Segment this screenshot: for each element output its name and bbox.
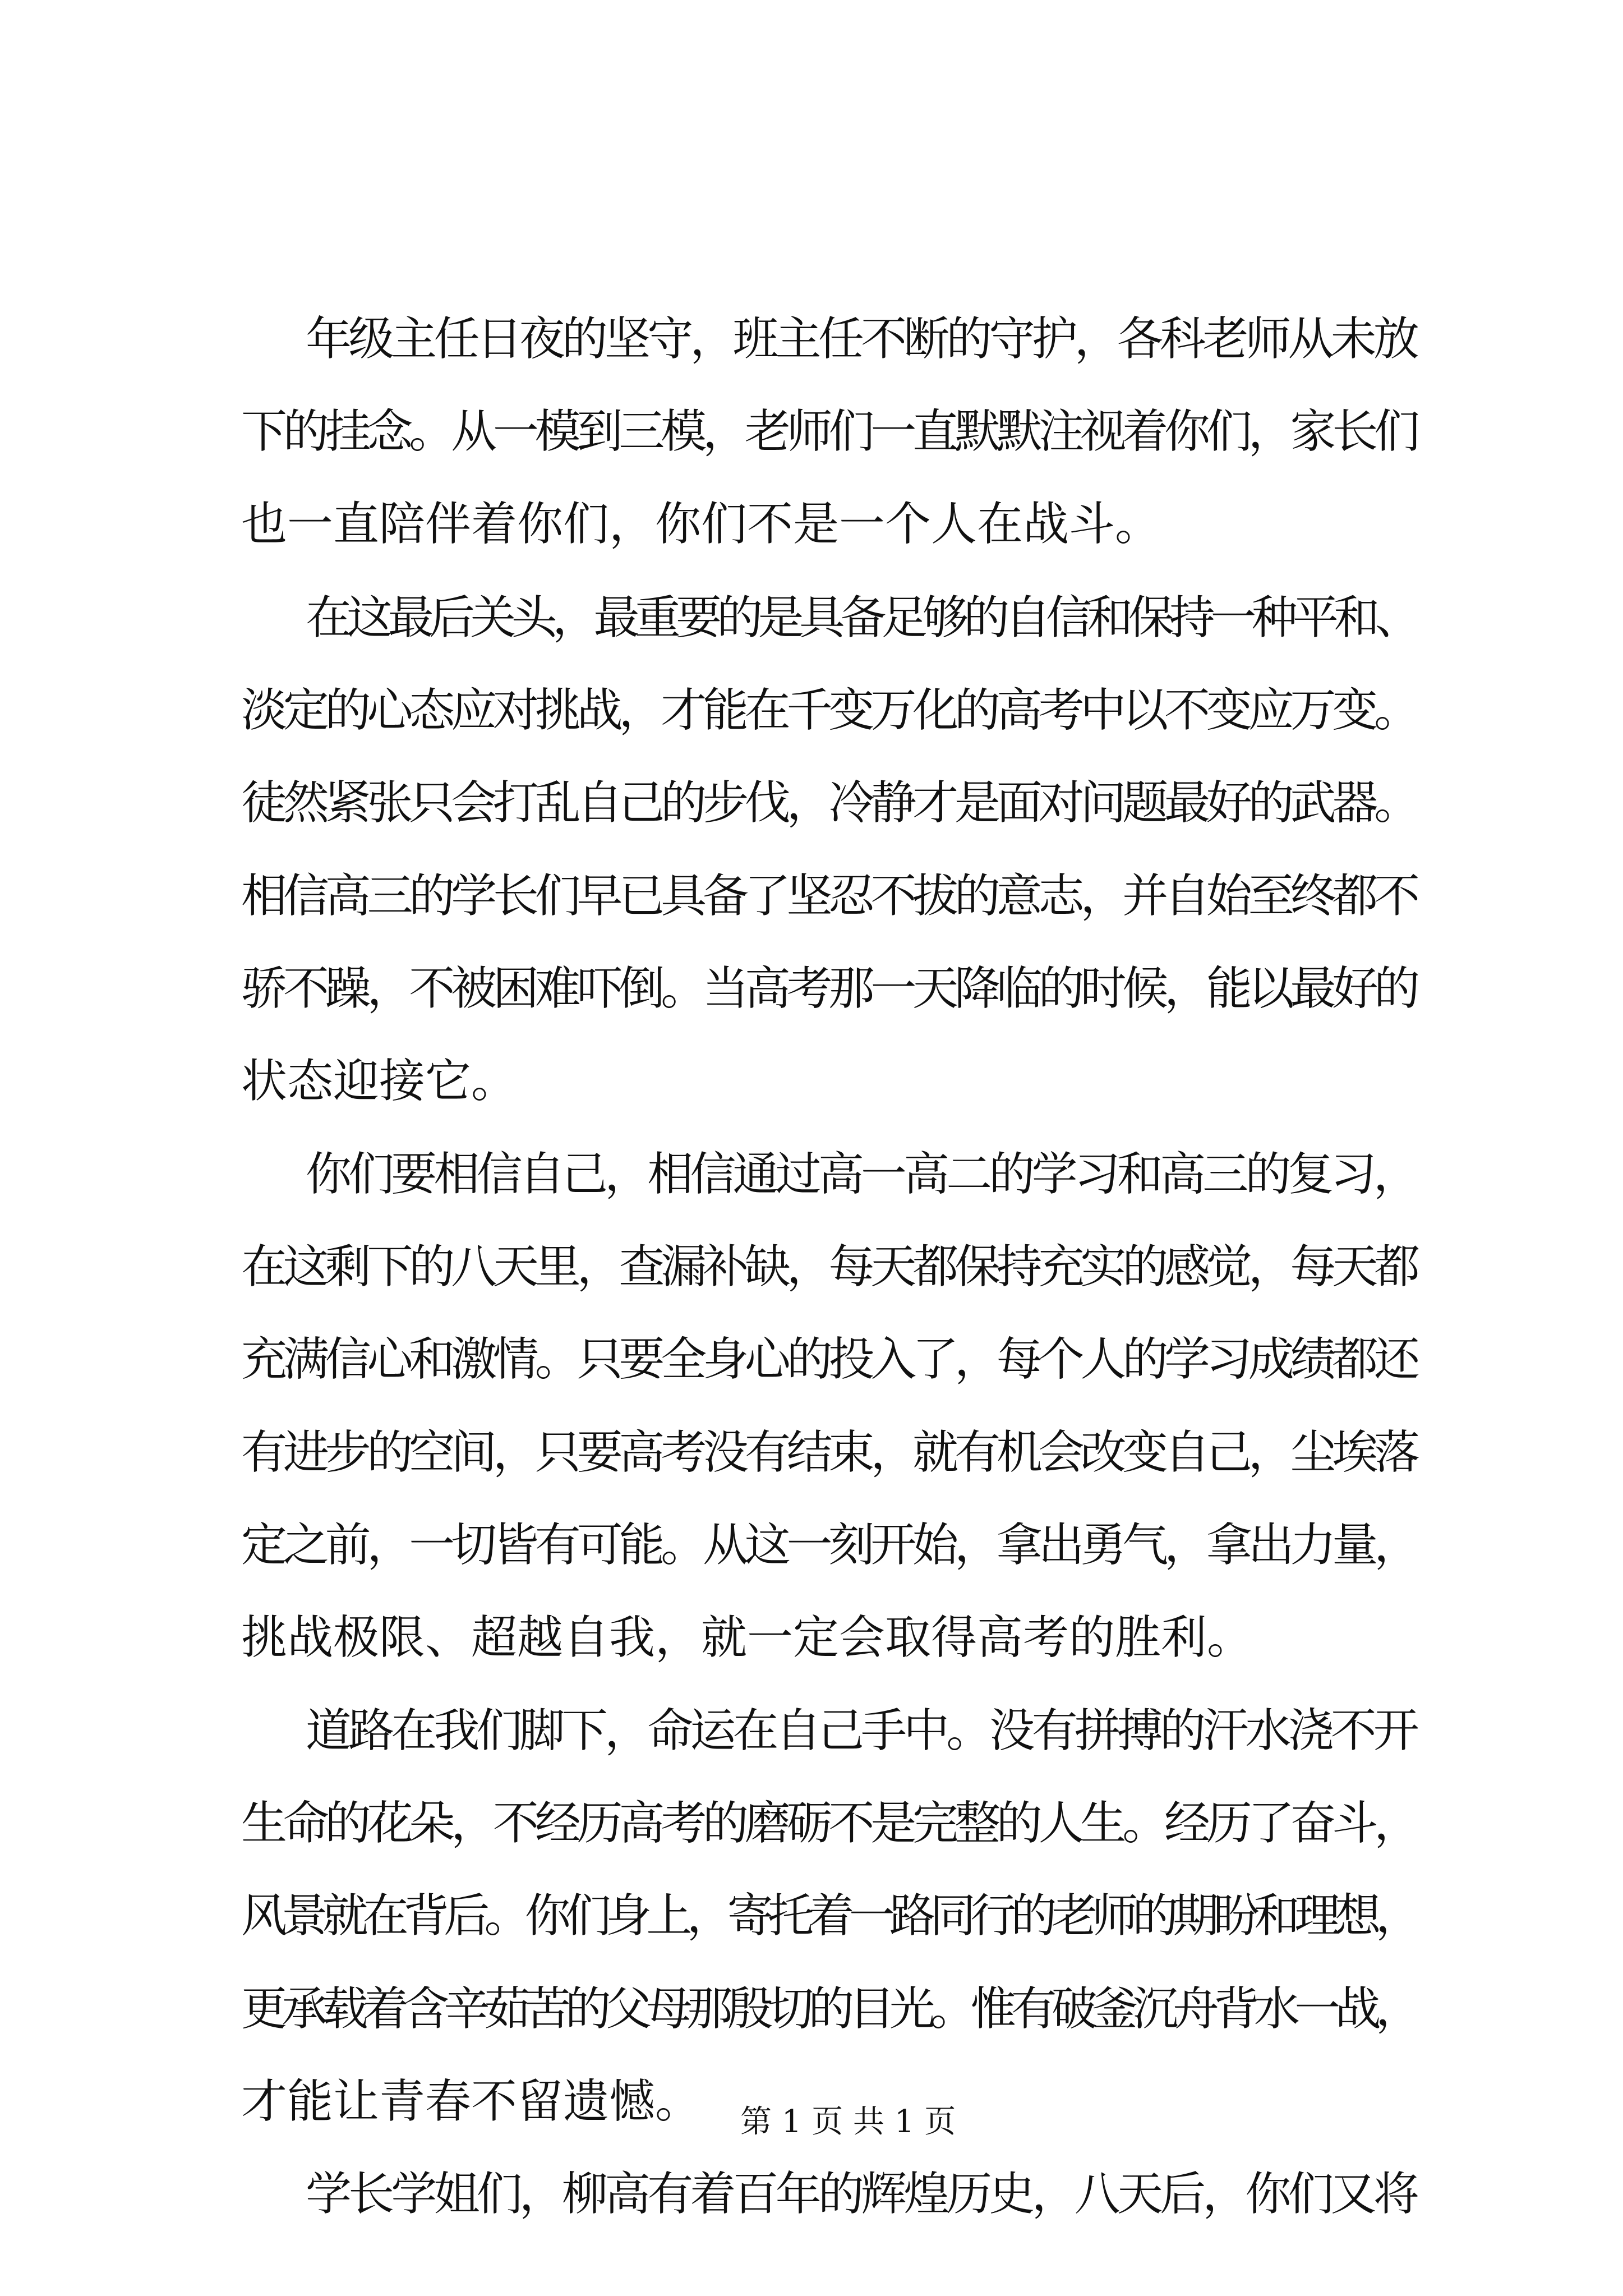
text-line: 定之前，一切皆有可能。从这一刻开始，拿出勇气，拿出力量， <box>241 1519 1416 1572</box>
text-line: 在这剩下的八天里，查漏补缺，每天都保持充实的感觉，每天都 <box>241 1240 1416 1294</box>
text-line: 下的挂念。从一模到三模，老师们一直默默注视着你们，家长们 <box>241 405 1416 458</box>
text-line: 状态迎接它。 <box>241 1055 518 1108</box>
text-line: 挑战极限、超越自我，就一定会取得高考的胜利。 <box>241 1611 1253 1664</box>
text-line: 在这最后关头，最重要的是具备足够的自信和保持一种平和、 <box>306 591 1416 645</box>
text-line: 年级主任日夜的坚守，班主任不断的守护，各科老师从未放 <box>306 312 1416 366</box>
text-line: 也一直陪伴着你们，你们不是一个人在战斗。 <box>241 498 1161 551</box>
text-line: 充满信心和激情。只要全身心的投入了，每个人的学习成绩都还 <box>241 1333 1416 1386</box>
text-line: 才能让青春不留遗憾。 <box>241 2075 702 2128</box>
text-line: 风景就在背后。你们身上，寄托着一路同行的老师的期盼和理想， <box>241 1889 1416 1943</box>
text-line: 生命的花朵，不经历高考的磨砺不是完整的人生。经历了奋斗， <box>241 1797 1416 1850</box>
text-line: 淡定的心态应对挑战，才能在千变万化的高考中以不变应万变。 <box>241 684 1416 737</box>
text-line: 更承载着含辛茹苦的父母那殷切的目光。惟有破釜沉舟背水一战， <box>241 1982 1416 2036</box>
text-line: 骄不躁，不被困难吓倒。当高考那一天降临的时候，能以最好的 <box>241 962 1416 1015</box>
text-line: 学长学姐们，柳高有着百年的辉煌历史，八天后，你们又将 <box>306 2168 1416 2221</box>
text-line: 道路在我们脚下，命运在自己手中。没有拼搏的汗水浇不开 <box>306 1704 1416 1757</box>
text-line: 你们要相信自己，相信通过高一高二的学习和高三的复习， <box>306 1148 1416 1201</box>
text-line: 徒然紧张只会打乱自己的步伐，冷静才是面对问题最好的武器。 <box>241 776 1416 830</box>
page-footer: 第 1 页 共 1 页 <box>740 2104 956 2140</box>
text-line: 有进步的空间，只要高考没有结束，就有机会改变自己，尘埃落 <box>241 1426 1416 1479</box>
text-line: 相信高三的学长们早已具备了坚忍不拔的意志，并自始至终都不 <box>241 869 1416 923</box>
